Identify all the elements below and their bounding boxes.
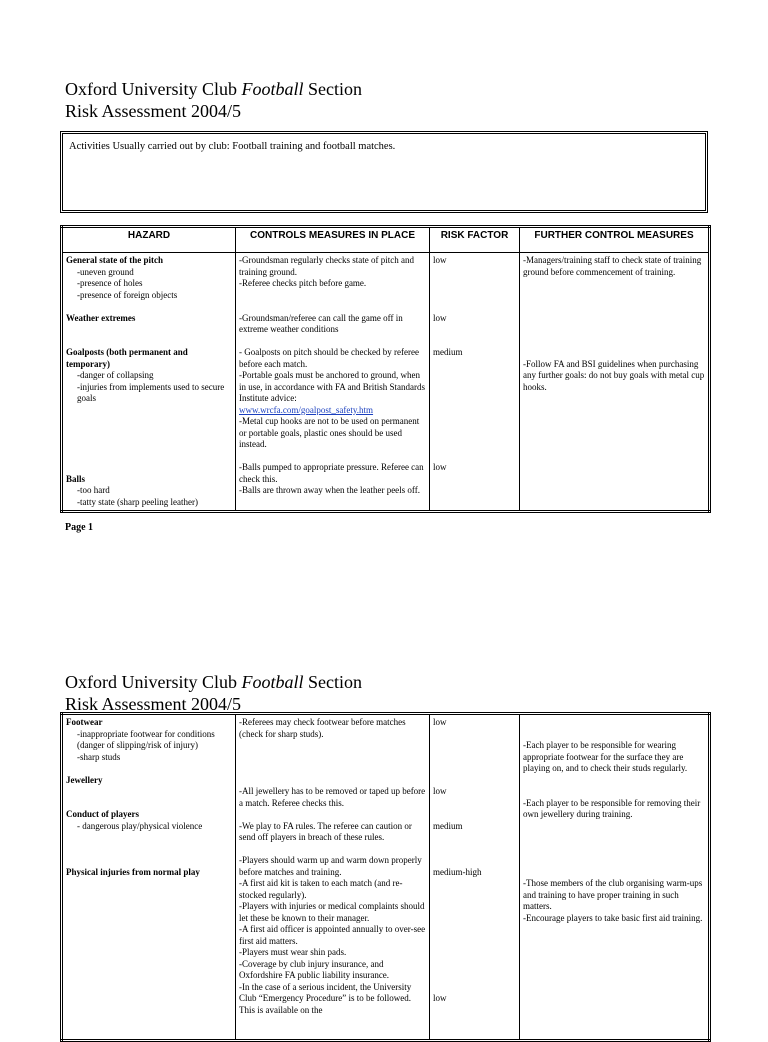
table-header-row (62, 227, 710, 253)
page1-title: Oxford University Club Football Section Risk Assessment 2004/5 (65, 79, 362, 121)
activities-box: Activities Usually carried out by club: Football training and football matches. (60, 131, 708, 213)
page2-title: Oxford University Club Football Section Risk Assessment 2004/5 (65, 672, 362, 714)
hazard-cell: Footwear -inappropriate footwear for conditions (danger of slipping/risk of injury) -sharp studs Jewellery Conduct of players - dangerous play/physical violence Physical injuries from normal play (62, 714, 236, 1041)
header-risk: RISK FACTOR (430, 227, 520, 253)
controls-cell: -Referees may check footwear before matches (check for sharp studs). -All jewellery has to be removed or taped up before a match. Referee checks this. -We play to FA rules. The referee can caution or send off players in breach of these rules. -Players should warm up and warm down properly before matches and training. -A first aid kit is taken to each match (and re-stocked regularly). -Players with injuries or medical complaints should let these be known to their manager. -A first aid officer is appointed annually to over-see first aid matters. -Players must wear shin pads. -Coverage by club injury insurance, and Oxfordshire FA public liability insurance. -In the case of a serious incident, the University Club “Emergency Procedure” is to be followed. This is available on the (236, 714, 430, 1041)
table-row (62, 714, 710, 1041)
page-number: Page 1 (65, 522, 94, 533)
risk-table-page2 (60, 712, 711, 1042)
hazard-cell: General state of the pitch -uneven ground -presence of holes -presence of foreign objects Weather extremes Goalposts (both permanent and temporary) -danger of collapsing -injuries from implements used to secure goals Balls -too hard -tatty state (sharp peeling leather) (62, 253, 236, 512)
risk-cell: low low medium medium-high low (430, 714, 520, 1041)
header-hazard: HAZARD (62, 227, 236, 253)
risk-cell: low low medium low (430, 253, 520, 512)
header-further: FURTHER CONTROL MEASURES (520, 227, 710, 253)
goalpost-safety-link[interactable]: www.wrcfa.com/goalpost_safety.htm (239, 404, 374, 415)
table-row (62, 253, 710, 512)
further-cell: -Each player to be responsible for wearing appropriate footwear for the surface they are playing on, and to check their studs regularly. -Each player to be responsible for removing their own jewellery during training. -Those members of the club organising warm-ups and training to have proper training in such matters. -Encourage players to take basic first aid training. (520, 714, 710, 1041)
risk-table-page1 (60, 225, 711, 513)
controls-cell: -Groundsman regularly checks state of pitch and training ground. -Referee checks pitch before game. -Groundsman/referee can call the game off in extreme weather conditions - Goalposts on pitch should be checked by referee before each match. -Portable goals must be anchored to ground, when in use, in accordance with FA and British Standards Institute advice: www.wrcfa.com/goalpost_safety.htm -Metal cup hooks are not to be used on permanent or portable goals, plastic ones should be used instead. -Balls pumped to appropriate pressure. Referee can check this. -Balls are thrown away when the leather peels off. (236, 253, 430, 512)
header-controls: CONTROLS MEASURES IN PLACE (236, 227, 430, 253)
page2-subtitle: Risk Assessment 2004/5 (65, 694, 242, 714)
page1-subtitle: Risk Assessment 2004/5 (65, 101, 242, 121)
further-cell: -Managers/training staff to check state of training ground before commencement of training. -Follow FA and BSI guidelines when purchasing any further goals: do not buy goals with metal cup hooks. (520, 253, 710, 512)
